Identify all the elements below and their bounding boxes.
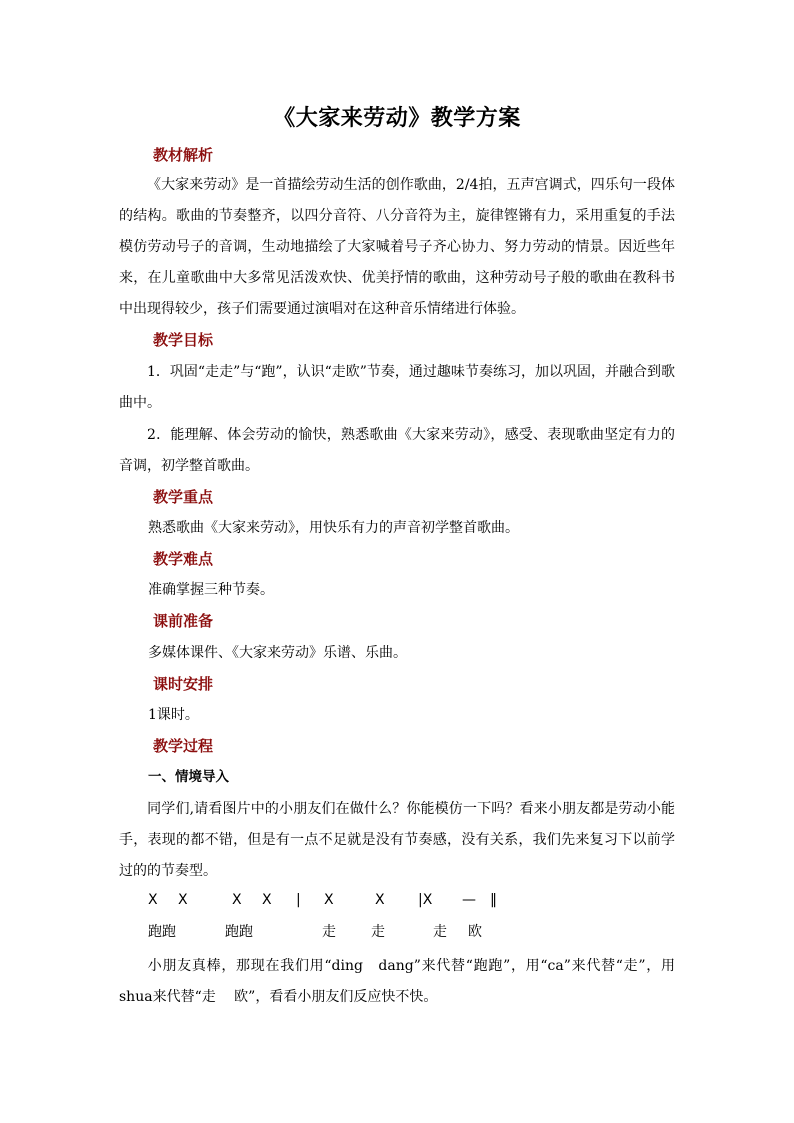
heading-goals: 教学目标	[153, 331, 214, 349]
step1-heading: 一、情境导入	[148, 769, 229, 785]
schedule-text: 1课时。	[148, 707, 199, 723]
goal-item-1	[119, 357, 675, 419]
closing-paragraph	[119, 951, 675, 1013]
heading-process: 教学过程	[153, 737, 214, 755]
analysis-paragraph	[119, 170, 675, 325]
rhythm-barline: |	[296, 892, 301, 908]
rhythm-note: X	[178, 892, 188, 908]
rhythm-note: X	[232, 892, 242, 908]
lyric-syllable: 走	[322, 924, 336, 940]
difficulties-text: 准确掌握三种节奏。	[148, 582, 274, 598]
closing-text: 小朋友真棒，那现在我们用“ding dang”来代替“跑跑”，用“ca”来代替“走”，用 shua来代替“走 欧”，看看小朋友们反应快不快。	[119, 958, 675, 1005]
heading-preparation: 课前准备	[153, 612, 214, 630]
key-points-text: 熟悉歌曲《大家来劳动》，用快乐有力的声音初学整首歌曲。	[148, 520, 519, 536]
preparation-text: 多媒体课件、《大家来劳动》乐谱、乐曲。	[148, 645, 407, 661]
rhythm-note: X	[324, 892, 334, 908]
lyric-syllable: 跑跑	[225, 924, 253, 940]
rhythm-note: |X	[418, 892, 433, 908]
rhythm-note: X	[262, 892, 272, 908]
heading-key-points: 教学重点	[153, 488, 214, 506]
heading-analysis: 教材解析	[153, 146, 214, 164]
document-title: 《大家来劳动》教学方案	[273, 105, 521, 131]
analysis-text: 《大家来劳动》是一首描绘劳动生活的创作歌曲，2/4拍，五声宫调式，四乐句一段体的结构。歌曲的节奏整齐，以四分音符、八分音符为主，旋律铿锵有力，采用重复的手法模仿劳动号子的音调，生动地描绘了大家喊着号子齐心协力、努力劳动的情景。因近些年来，在儿童歌曲中大多常见活泼欢快、优美抒情的歌曲，这种劳动号子般的歌曲在教科书中出现得较少，孩子们需要通过演唱对在这种音乐情绪进行体验。	[119, 177, 675, 317]
lyric-syllable: 欧	[468, 924, 482, 940]
heading-schedule: 课时安排	[153, 675, 214, 693]
step1-paragraph	[119, 794, 675, 887]
step1-text: 同学们,请看图片中的小朋友们在做什么？你能模仿一下吗？看来小朋友都是劳动小能手，表现的都不错，但是有一点不足就是没有节奏感，没有关系，我们先来复习下以前学过的的节奏型。	[119, 801, 675, 879]
rhythm-note: X	[375, 892, 385, 908]
goal-item-2-text: 2．能理解、体会劳动的愉快，熟悉歌曲《大家来劳动》，感受、表现歌曲坚定有力的音调，初学整首歌曲。	[119, 427, 675, 474]
goal-item-2	[119, 420, 675, 482]
rhythm-dash: —	[462, 892, 476, 908]
lyric-syllable: 走	[433, 924, 447, 940]
goal-item-1-text: 1．巩固“走走”与“跑”，认识“走欧”节奏，通过趣味节奏练习，加以巩固，并融合到歌曲中。	[119, 364, 675, 411]
rhythm-end-barline: ‖	[490, 892, 497, 908]
heading-difficulties: 教学难点	[153, 550, 214, 568]
rhythm-note: X	[148, 892, 158, 908]
lyric-syllable: 走	[371, 924, 385, 940]
lyric-syllable: 跑跑	[148, 924, 176, 940]
